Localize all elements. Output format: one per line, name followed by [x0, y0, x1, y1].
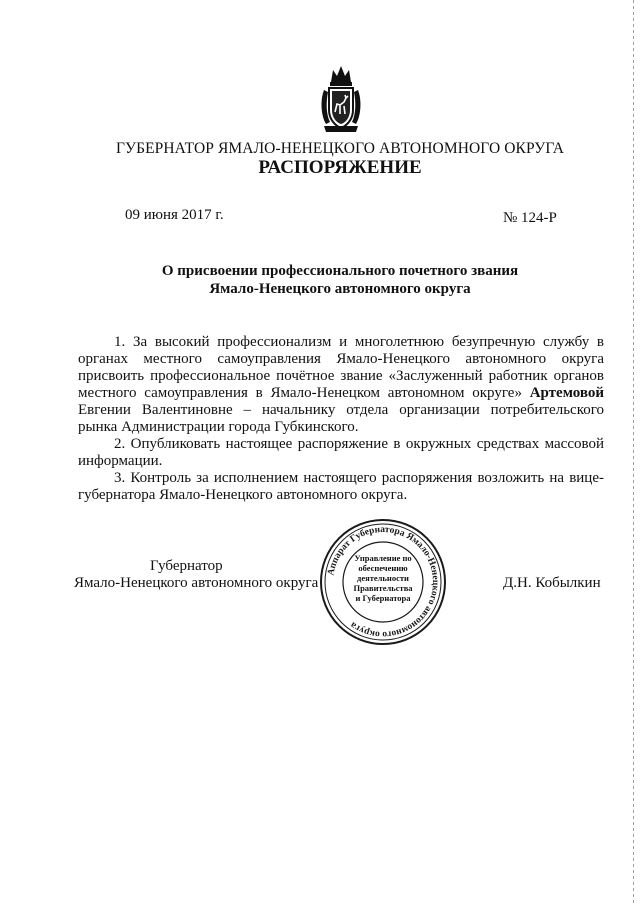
coat-of-arms-icon — [318, 60, 364, 138]
document-body — [78, 334, 604, 504]
scan-edge — [633, 0, 634, 905]
signatory-position-line-1: Губернатор — [150, 558, 223, 574]
awardee-surname: Артемовой — [529, 385, 604, 401]
signatory-name: Д.Н. Кобылкин — [503, 575, 601, 591]
subject-line-2: Ямало-Ненецкого автономного округа — [209, 281, 471, 297]
paragraph-1-text-b: Евгении Валентиновне – начальнику отдела организации потребительского рынка Администрации города Губкинского. — [78, 402, 604, 435]
seal-center-line: деятельности — [357, 573, 409, 583]
issuer-title: ГУБЕРНАТОР ЯМАЛО-НЕНЕЦКОГО АВТОНОМНОГО ОКРУГА — [115, 140, 565, 157]
seal-center-line: и Губернатора — [355, 593, 411, 603]
seal-center-line: обеспечению — [358, 563, 408, 573]
document-subject — [120, 262, 560, 298]
seal-ring-text: Аппарат Губернатора Ямало-Ненецкого автономного округа — [326, 524, 441, 640]
document-date: 09 июня 2017 г. — [125, 207, 224, 223]
paragraph-1 — [78, 334, 604, 436]
paragraph-3: 3. Контроль за исполнением настоящего распоряжения возложить на вице-губернатора Ямало-Ненецкого автономного округа. — [78, 470, 604, 503]
document-number: № 124-Р — [503, 210, 557, 226]
seal-center-line: Управление по — [354, 553, 412, 563]
paragraph-2: 2. Опубликовать настоящее распоряжение в окружных средствах массовой информации. — [78, 436, 604, 469]
seal-center-text — [350, 553, 416, 603]
document-type: РАСПОРЯЖЕНИЕ — [258, 157, 422, 178]
signatory-position-line-2: Ямало-Ненецкого автономного округа — [74, 575, 319, 591]
paragraph-1-text-a: 1. За высокий профессионализм и многолетнюю безупречную службу в органах местного самоуправления Ямало-Ненецкого автономного округа присвоить профессиональное почётное звание «Заслуженный работник органов местного самоуправления в Ямало-Ненецком автономном округе» — [78, 334, 604, 401]
seal-center-line: Правительства — [353, 583, 413, 593]
subject-line-1: О присвоении профессионального почетного звания — [161, 263, 519, 279]
